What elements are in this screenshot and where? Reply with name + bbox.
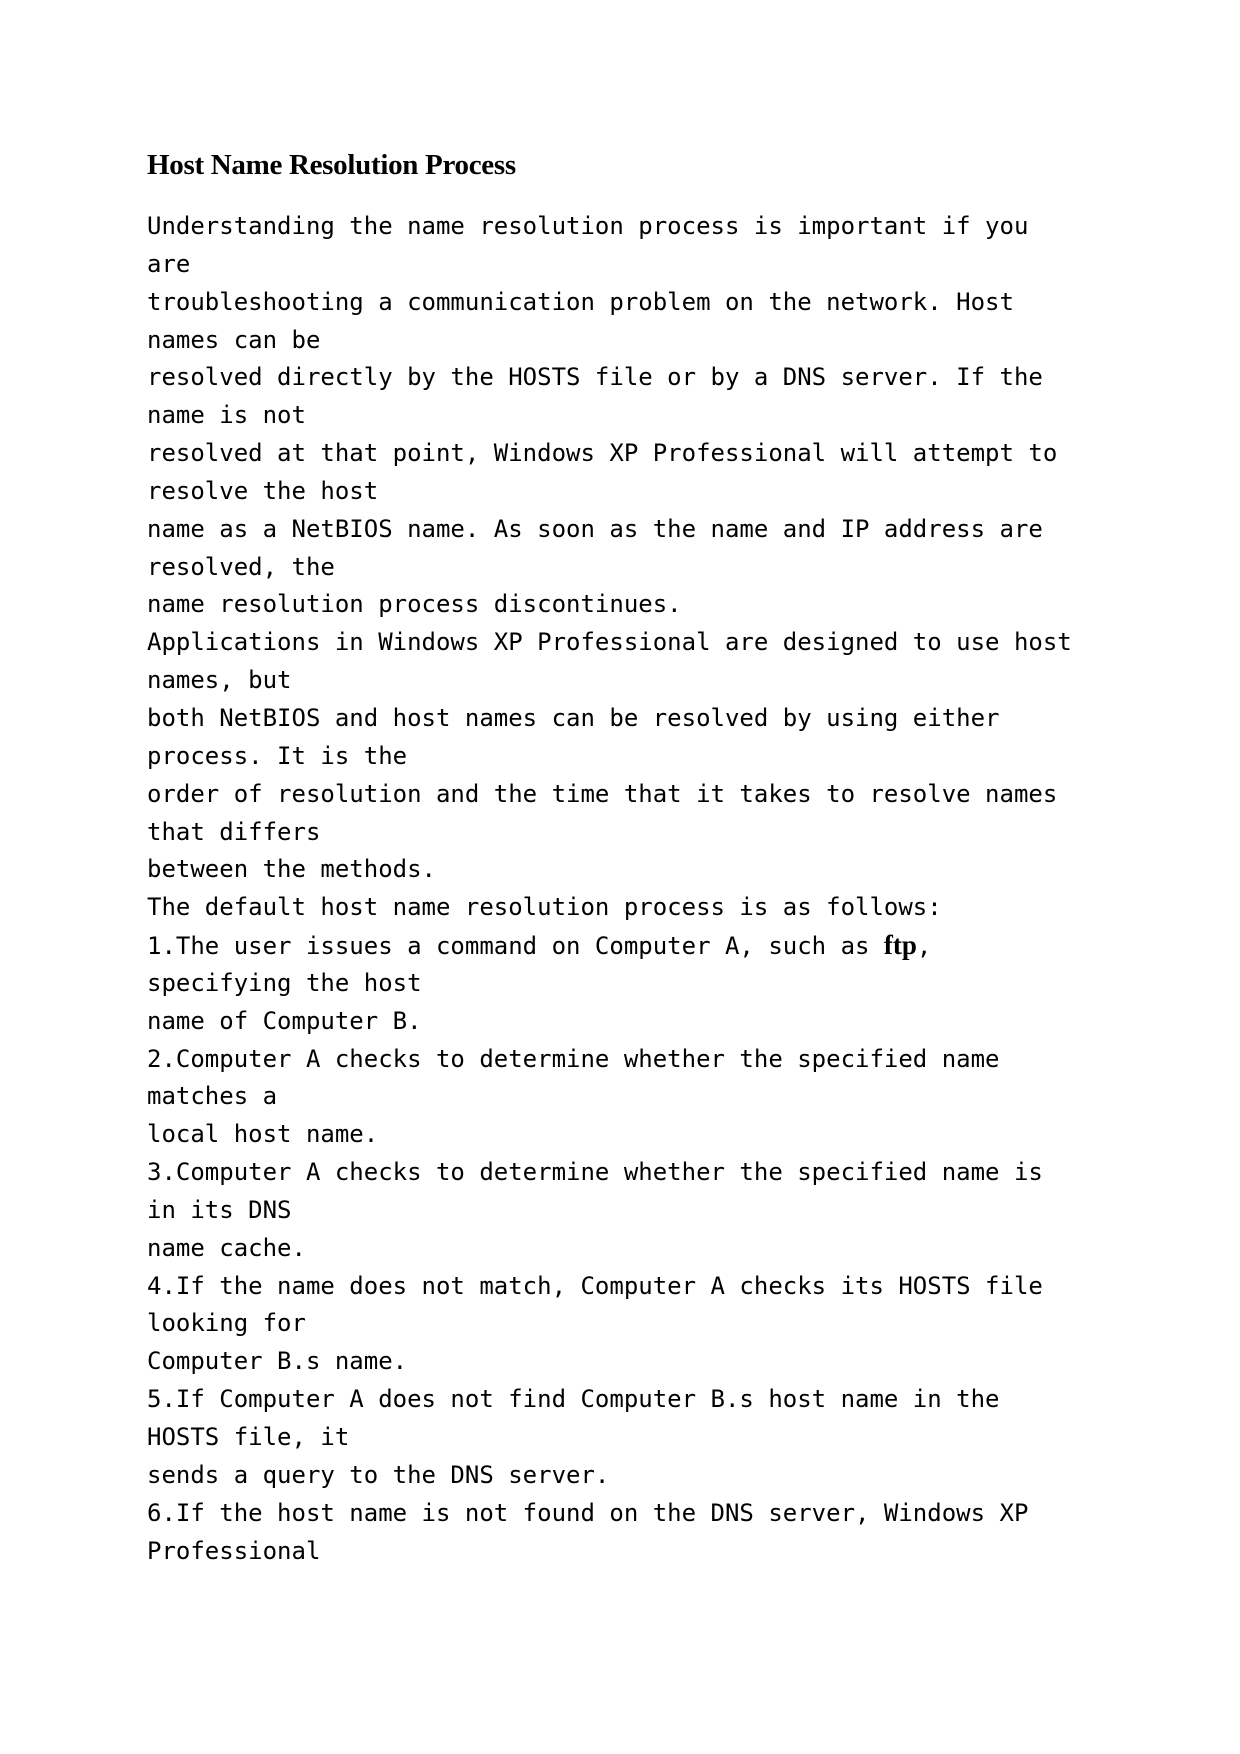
body-line: 3.Computer A checks to determine whether the specified name is xyxy=(147,1158,1043,1187)
body-line: 6.If the host name is not found on the DNS server, Windows XP xyxy=(147,1498,1029,1527)
body-line: in its DNS xyxy=(147,1195,292,1224)
body-line: names can be xyxy=(147,325,321,354)
body-line: that differs xyxy=(147,817,321,846)
body-line: resolved, the xyxy=(147,552,335,581)
body-line: Computer B.s name. xyxy=(147,1347,408,1376)
body-line: resolve the host xyxy=(147,476,379,505)
body-line: sends a query to the DNS server. xyxy=(147,1460,610,1489)
document-body xyxy=(147,208,1107,1570)
body-line: resolved directly by the HOSTS file or by a DNS server. If the xyxy=(147,363,1043,392)
document-title: Host Name Resolution Process xyxy=(147,149,516,181)
body-line: Understanding the name resolution process is important if you xyxy=(147,212,1029,240)
body-line: looking for xyxy=(147,1309,306,1338)
body-line: between the methods. xyxy=(147,855,436,884)
body-line: both NetBIOS and host names can be resolved by using either xyxy=(147,703,1000,732)
body-line: troubleshooting a communication problem on the network. Host xyxy=(147,287,1014,316)
command-term: ftp xyxy=(883,930,917,961)
body-line: name as a NetBIOS name. As soon as the name and IP address are xyxy=(147,514,1043,543)
body-line: name resolution process discontinues. xyxy=(147,590,682,619)
body-line: Professional xyxy=(147,1536,321,1565)
body-line: order of resolution and the time that it takes to resolve names xyxy=(147,779,1058,808)
body-line: names, but xyxy=(147,666,292,695)
body-line: Applications in Windows XP Professional are designed to use host xyxy=(147,628,1072,657)
body-line: process. It is the xyxy=(147,741,408,770)
body-line: name cache. xyxy=(147,1233,306,1262)
body-line: specifying the host xyxy=(147,968,422,997)
body-line: local host name. xyxy=(147,1120,379,1149)
line-text-after: , xyxy=(916,932,932,961)
body-line: name is not xyxy=(147,401,306,430)
body-line: 5.If Computer A does not find Computer B.s host name in the xyxy=(147,1385,1000,1414)
body-line: resolved at that point, Windows XP Professional will attempt to xyxy=(147,439,1058,468)
body-line: are xyxy=(147,249,191,278)
body-line: HOSTS file, it xyxy=(147,1423,350,1451)
body-line: name of Computer B. xyxy=(147,1006,422,1035)
body-line: 4.If the name does not match, Computer A checks its HOSTS file xyxy=(147,1271,1043,1300)
body-line: 2.Computer A checks to determine whether the specified name xyxy=(147,1044,1000,1073)
line-text-before: 1.The user issues a command on Computer A, such as xyxy=(147,932,884,961)
body-line: The default host name resolution process is as follows: xyxy=(147,893,942,922)
body-line xyxy=(147,927,1107,965)
body-line: matches a xyxy=(147,1082,278,1111)
